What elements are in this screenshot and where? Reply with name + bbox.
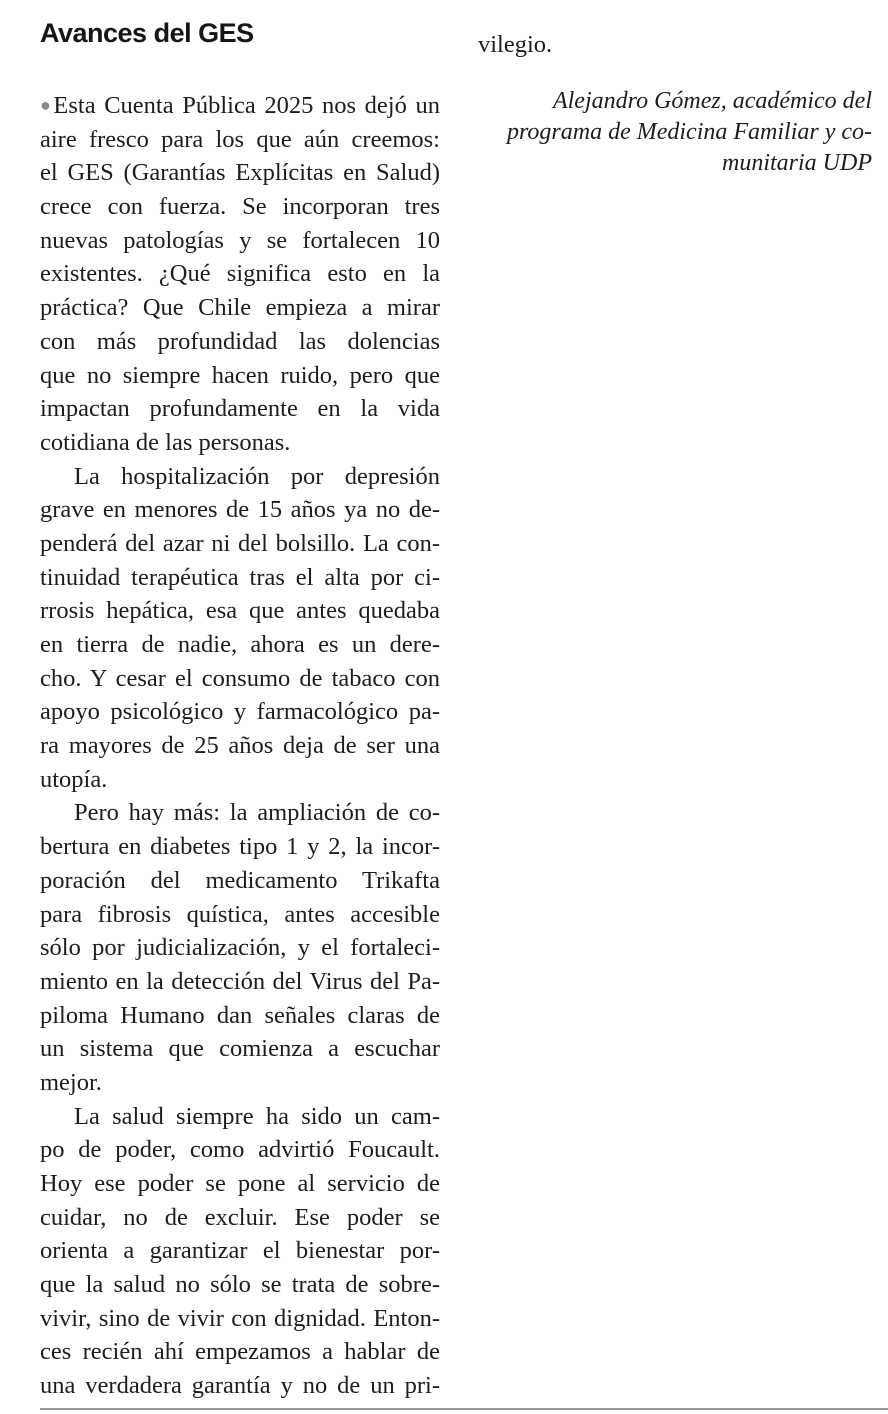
body-line: ●Esta Cuenta Pública 2025 nos dejó un [40,92,440,119]
body-line: po de poder, como advirtió Foucault. [40,1136,440,1164]
body-line: Hoy ese poder se pone al servicio de [40,1170,440,1197]
body-line: existentes. ¿Qué significa esto en la [40,260,440,288]
body-line: cuidar, no de excluir. Ese poder se [40,1203,440,1231]
body-line: vivir, sino de vivir con dignidad. Enton- [40,1304,440,1332]
body-line: grave en menores de 15 años ya no de- [40,496,440,524]
article-title: Avances del GES [40,18,254,48]
body-line: un sistema que comienza a escuchar [40,1035,440,1063]
body-line: La hospitalización por depresión [74,462,440,490]
body-line: en tierra de nadie, ahora es un dere- [40,631,440,658]
body-line: cotidiana de las personas. [40,428,291,456]
body-line: penderá del azar ni del bolsillo. La con- [40,529,440,557]
body-line: cho. Y cesar el consumo de tabaco con [40,664,440,692]
body-line: práctica? Que Chile empieza a mirar [40,294,440,322]
body-line: crece con fuerza. Se incorporan tres [40,193,440,221]
body-line: orienta a garantizar el bienestar por- [40,1237,440,1265]
body-line: bertura en diabetes tipo 1 y 2, la incor- [40,833,440,861]
bullet-icon: ● [40,95,54,115]
body-line: nuevas patologías y se fortalecen 10 [40,226,440,254]
body-line: que no siempre hacen ruido, pero que [40,361,440,389]
body-line: para fibrosis quística, antes accesible [40,900,440,928]
body-line: ces recién ahí empezamos a hablar de [40,1338,440,1366]
right-column [478,28,872,179]
body-line: sólo por judicialización, y el fortaleci- [40,934,440,962]
left-column [40,18,440,1403]
body-line: apoyo psicológico y farmacológico pa- [40,698,440,726]
article-body [40,89,440,1403]
body-line: La salud siempre ha sido un cam- [74,1102,440,1130]
signature-line: programa de Medicina Familiar y co- [506,118,872,145]
signature-line: munitaria UDP [722,149,872,176]
body-line: tinuidad terapéutica tras el alta por ci- [40,563,440,591]
body-line: rrosis hepática, esa que antes quedaba [40,597,440,625]
body-line: utopía. [40,765,108,793]
body-line: el GES (Garantías Explícitas en Salud) [40,159,440,187]
signature-line: Alejandro Gómez, académico del [552,87,872,114]
body-line: piloma Humano dan señales claras de [40,1001,440,1029]
body-line: una verdadera garantía y no de un pri- [40,1372,440,1400]
body-line: impactan profundamente en la vida [40,395,440,423]
author-signature [478,86,872,179]
body-line: que la salud no sólo se trata de sobre- [40,1271,440,1299]
body-line: con más profundidad las dolencias [40,327,440,355]
body-line: aire fresco para los que aún creemos: [40,125,440,153]
bottom-divider [40,1408,888,1410]
body-line: mejor. [40,1068,102,1096]
body-line: Pero hay más: la ampliación de co- [74,799,440,827]
continuation-text: vilegio. [478,31,553,58]
body-line: miento en la detección del Virus del Pa- [40,967,440,995]
body-line: ra mayores de 25 años deja de ser una [40,732,440,760]
body-line: poración del medicamento Trikafta [40,866,440,894]
